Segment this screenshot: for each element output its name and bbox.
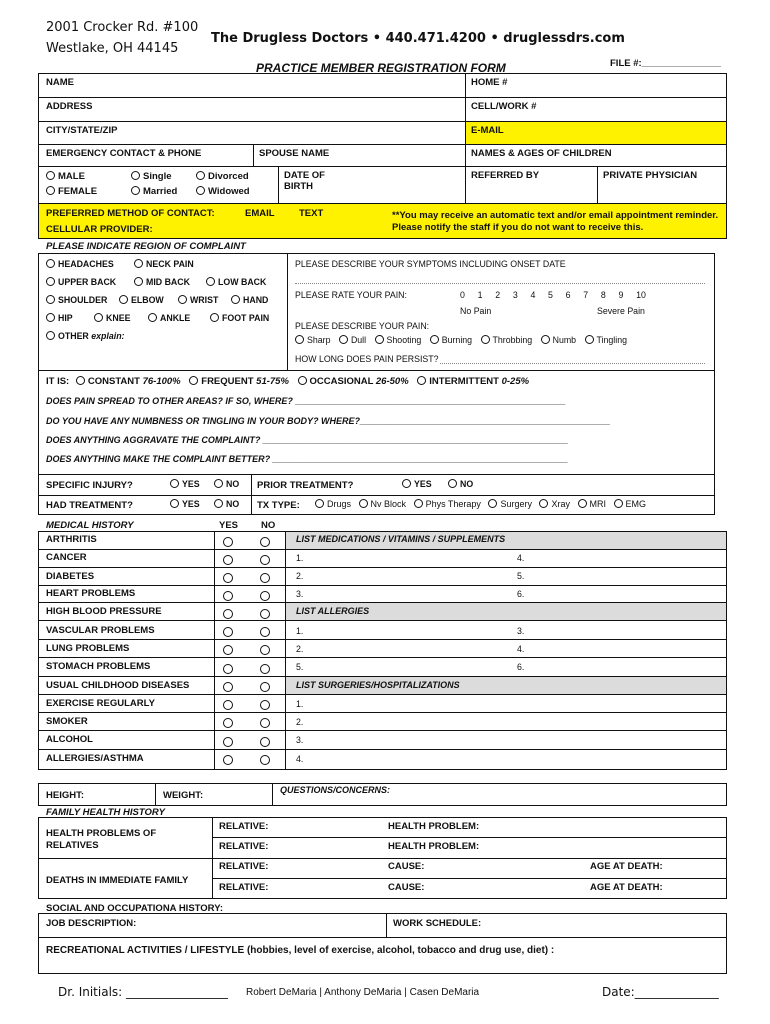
home-phone-field[interactable]: HOME # xyxy=(471,77,508,88)
childhood-no[interactable] xyxy=(260,682,270,692)
aggravate-question[interactable]: DOES ANYTHING AGGRAVATE THE COMPLAINT? _____________________________________________________________ xyxy=(46,435,569,445)
pain-tingling[interactable]: Tingling xyxy=(585,335,627,345)
contact-email-option[interactable]: EMAIL xyxy=(245,208,275,219)
medication-2[interactable]: 2. xyxy=(296,571,304,581)
recreational-activities-field[interactable]: RECREATIONAL ACTIVITIES / LIFESTYLE (hobbies, level of exercise, alcohol, tobacco and drug use, diet) : xyxy=(46,945,555,956)
radio-icon xyxy=(94,313,103,322)
allergy-1[interactable]: 1. xyxy=(296,626,304,636)
arthritis-no[interactable] xyxy=(260,537,270,547)
radio-icon xyxy=(614,499,623,508)
region-upper-back[interactable]: UPPER BACK xyxy=(46,277,116,287)
referred-by-field[interactable]: REFERRED BY xyxy=(471,170,540,181)
radio-icon xyxy=(46,277,55,286)
radio-icon xyxy=(134,259,143,268)
city-state-zip-field[interactable]: CITY/STATE/ZIP xyxy=(46,125,118,136)
pain-7[interactable]: 7 xyxy=(583,290,589,300)
allergies-title: LIST ALLERGIES xyxy=(296,606,370,616)
radio-icon xyxy=(402,479,411,488)
radio-icon xyxy=(170,479,179,488)
reminder-notice: **You may receive an automatic text and/or email appointment reminder. Please notify the staff if you do not want to receive this. xyxy=(392,210,719,233)
radio-icon xyxy=(46,313,55,322)
pain-shooting[interactable]: Shooting xyxy=(375,335,422,345)
better-question[interactable]: DOES ANYTHING MAKE THE COMPLAINT BETTER? ___________________________________________________________ xyxy=(46,454,568,464)
allergies-asthma-no[interactable] xyxy=(260,755,270,765)
tx-drugs[interactable]: Drugs xyxy=(315,499,351,509)
tx-phys-therapy[interactable]: Phys Therapy xyxy=(414,499,481,509)
health-problem-1-field[interactable]: HEALTH PROBLEM: xyxy=(388,821,480,832)
freq-frequent[interactable]: FREQUENT 51-75% xyxy=(189,376,289,387)
social-history-table xyxy=(38,913,727,974)
region-shoulder[interactable]: SHOULDER xyxy=(46,295,107,305)
tx-xray[interactable]: Xray xyxy=(539,499,570,509)
age-death-2-field[interactable]: AGE AT DEATH: xyxy=(590,882,663,893)
condition-arthritis: ARTHRITIS xyxy=(46,534,97,545)
radio-icon xyxy=(414,499,423,508)
radio-icon xyxy=(417,376,426,385)
doctors-names: Robert DeMaria | Anthony DeMaria | Casen DeMaria xyxy=(246,987,480,998)
freq-occasional[interactable]: OCCASIONAL 26-50% xyxy=(298,376,409,387)
cancer-yes[interactable] xyxy=(223,555,233,565)
radio-icon xyxy=(46,331,55,340)
region-mid-back[interactable]: MID BACK xyxy=(134,277,190,287)
condition-alcohol: ALCOHOL xyxy=(46,734,93,745)
radio-icon xyxy=(46,171,55,180)
smoker-no[interactable] xyxy=(260,718,270,728)
form-title: PRACTICE MEMBER REGISTRATION FORM xyxy=(256,61,506,75)
radio-icon xyxy=(430,335,439,344)
doctor-initials-field[interactable]: Dr. Initials: _________________ xyxy=(58,985,229,999)
medical-history-title: MEDICAL HISTORY xyxy=(46,520,134,531)
allergy-5[interactable]: 5. xyxy=(296,662,304,672)
pain-burning[interactable]: Burning xyxy=(430,335,472,345)
status-single-option[interactable]: Single xyxy=(131,171,172,182)
condition-stomach: STOMACH PROBLEMS xyxy=(46,661,151,672)
had-treatment-yes[interactable]: YES xyxy=(170,499,200,509)
relative-2-field[interactable]: RELATIVE: xyxy=(219,841,269,852)
allergy-6[interactable]: 6. xyxy=(517,662,525,672)
pain-persist-label[interactable]: HOW LONG DOES PAIN PERSIST? xyxy=(295,354,439,364)
had-treatment-label: HAD TREATMENT? xyxy=(46,500,133,511)
relative-3-field[interactable]: RELATIVE: xyxy=(219,861,269,872)
vascular-yes[interactable] xyxy=(223,627,233,637)
radio-icon xyxy=(189,376,198,385)
blood-pressure-no[interactable] xyxy=(260,609,270,619)
pain-4[interactable]: 4 xyxy=(530,290,536,300)
children-field[interactable]: NAMES & AGES OF CHILDREN xyxy=(471,148,612,159)
radio-icon xyxy=(315,499,324,508)
tx-surgery[interactable]: Surgery xyxy=(488,499,532,509)
tx-mri[interactable]: MRI xyxy=(578,499,607,509)
radio-icon xyxy=(539,499,548,508)
radio-icon xyxy=(131,171,140,180)
allergy-3[interactable]: 3. xyxy=(517,626,525,636)
clinic-address-line1: 2001 Crocker Rd. #100 xyxy=(46,20,199,35)
alcohol-yes[interactable] xyxy=(223,737,233,747)
heart-no[interactable] xyxy=(260,591,270,601)
radio-icon xyxy=(76,376,85,385)
file-number-field[interactable]: FILE #:_______________ xyxy=(610,58,721,69)
cause-1-field[interactable]: CAUSE: xyxy=(388,861,425,872)
region-elbow[interactable]: ELBOW xyxy=(119,295,164,305)
deaths-family-label: DEATHS IN IMMEDIATE FAMILY xyxy=(46,875,189,886)
job-description-field[interactable]: JOB DESCRIPTION: xyxy=(46,918,137,929)
radio-icon xyxy=(206,277,215,286)
childhood-yes[interactable] xyxy=(223,682,233,692)
lung-no[interactable] xyxy=(260,645,270,655)
no-column-header: NO xyxy=(261,520,276,531)
height-field[interactable]: HEIGHT: xyxy=(46,790,84,801)
radio-icon xyxy=(46,259,55,268)
practice-info: The Drugless Doctors • 440.471.4200 • druglessdrs.com xyxy=(211,31,625,46)
condition-allergies-asthma: ALLERGIES/ASTHMA xyxy=(46,753,144,764)
name-field[interactable]: NAME xyxy=(46,77,74,88)
arthritis-yes[interactable] xyxy=(223,537,233,547)
questions-field[interactable]: QUESTIONS/CONCERNS: xyxy=(280,785,391,795)
region-knee[interactable]: KNEE xyxy=(94,313,130,323)
pain-0[interactable]: 0 xyxy=(460,290,465,300)
health-problem-2-field[interactable]: HEALTH PROBLEM: xyxy=(388,841,480,852)
pain-3[interactable]: 3 xyxy=(512,290,518,300)
exercise-yes[interactable] xyxy=(223,700,233,710)
preferred-contact-label: PREFERRED METHOD OF CONTACT: xyxy=(46,208,215,219)
pain-2[interactable]: 2 xyxy=(495,290,501,300)
radio-icon xyxy=(119,295,128,304)
allergy-2[interactable]: 2. xyxy=(296,644,304,654)
radio-icon xyxy=(178,295,187,304)
region-hand[interactable]: HAND xyxy=(231,295,268,305)
condition-smoker: SMOKER xyxy=(46,716,88,727)
medication-4[interactable]: 4. xyxy=(517,553,525,563)
status-divorced-option[interactable]: Divorced xyxy=(196,171,249,182)
radio-icon xyxy=(298,376,307,385)
region-ankle[interactable]: ANKLE xyxy=(148,313,190,323)
region-title: PLEASE INDICATE REGION OF COMPLAINT xyxy=(46,241,246,252)
radio-icon xyxy=(196,186,205,195)
pain-type-options xyxy=(295,335,627,345)
describe-pain-label: PLEASE DESCRIBE YOUR PAIN: xyxy=(295,321,430,331)
health-problems-relatives-label: HEALTH PROBLEMS OF RELATIVES xyxy=(46,828,157,851)
vascular-no[interactable] xyxy=(260,627,270,637)
radio-icon xyxy=(448,479,457,488)
rate-pain-label: PLEASE RATE YOUR PAIN: xyxy=(295,290,407,300)
medication-3[interactable]: 3. xyxy=(296,589,304,599)
stomach-no[interactable] xyxy=(260,664,270,674)
radio-icon xyxy=(214,499,223,508)
condition-lung: LUNG PROBLEMS xyxy=(46,643,130,654)
severe-pain-label: Severe Pain xyxy=(597,306,645,316)
pain-8[interactable]: 8 xyxy=(600,290,606,300)
diabetes-no[interactable] xyxy=(260,573,270,583)
tx-type-label: TX TYPE: xyxy=(257,500,300,511)
region-headaches[interactable]: HEADACHES xyxy=(46,259,114,269)
frequency-row xyxy=(46,376,529,387)
allergies-asthma-yes[interactable] xyxy=(223,755,233,765)
radio-icon xyxy=(131,186,140,195)
gender-female-option[interactable]: FEMALE xyxy=(46,186,97,197)
heart-yes[interactable] xyxy=(223,591,233,601)
radio-icon xyxy=(148,313,157,322)
prior-treatment-label: PRIOR TREATMENT? xyxy=(257,480,354,491)
pain-throbbing[interactable]: Throbbing xyxy=(481,335,533,345)
tx-nv-block[interactable]: Nv Block xyxy=(359,499,407,509)
specific-injury-label: SPECIFIC INJURY? xyxy=(46,480,133,491)
radio-icon xyxy=(231,295,240,304)
radio-icon xyxy=(375,335,384,344)
cause-2-field[interactable]: CAUSE: xyxy=(388,882,425,893)
condition-childhood: USUAL CHILDHOOD DISEASES xyxy=(46,680,190,691)
medications-title: LIST MEDICATIONS / VITAMINS / SUPPLEMENTS xyxy=(296,534,506,544)
it-is-label: IT IS: xyxy=(46,376,70,387)
emergency-contact-field[interactable]: EMERGENCY CONTACT & PHONE xyxy=(46,148,202,159)
surgery-3[interactable]: 3. xyxy=(296,735,304,745)
smoker-yes[interactable] xyxy=(223,718,233,728)
radio-icon xyxy=(359,499,368,508)
date-of-birth-field[interactable]: DATE OF BIRTH xyxy=(284,170,325,192)
cancer-no[interactable] xyxy=(260,555,270,565)
region-hip[interactable]: HIP xyxy=(46,313,73,323)
status-married-option[interactable]: Married xyxy=(131,186,177,197)
pain-9[interactable]: 9 xyxy=(618,290,624,300)
pain-dull[interactable]: Dull xyxy=(339,335,366,345)
relative-4-field[interactable]: RELATIVE: xyxy=(219,882,269,893)
weight-field[interactable]: WEIGHT: xyxy=(163,790,204,801)
radio-icon xyxy=(214,479,223,488)
surgery-4[interactable]: 4. xyxy=(296,754,304,764)
radio-icon xyxy=(541,335,550,344)
alcohol-no[interactable] xyxy=(260,737,270,747)
contact-text-option[interactable]: TEXT xyxy=(299,208,324,219)
status-widowed-option[interactable]: Widowed xyxy=(196,186,250,197)
radio-icon xyxy=(46,295,55,304)
condition-diabetes: DIABETES xyxy=(46,571,95,582)
radio-icon xyxy=(295,335,304,344)
region-wrist[interactable]: WRIST xyxy=(178,295,218,305)
numbness-question[interactable]: DO YOU HAVE ANY NUMBNESS OR TINGLING IN YOUR BODY? WHERE?__________________________________________________ xyxy=(46,416,611,426)
surgeries-title: LIST SURGERIES/HOSPITALIZATIONS xyxy=(296,680,460,690)
age-death-1-field[interactable]: AGE AT DEATH: xyxy=(590,861,663,872)
cell-phone-field[interactable]: CELL/WORK # xyxy=(471,101,537,112)
region-other[interactable]: OTHER explain: xyxy=(46,331,125,341)
work-schedule-field[interactable]: WORK SCHEDULE: xyxy=(393,918,482,929)
spouse-name-field[interactable]: SPOUSE NAME xyxy=(259,148,330,159)
medication-6[interactable]: 6. xyxy=(517,589,525,599)
radio-icon xyxy=(170,499,179,508)
clinic-address-line2: Westlake, OH 44145 xyxy=(46,41,179,56)
private-physician-field[interactable]: PRIVATE PHYSICIAN xyxy=(603,170,698,181)
pain-sharp[interactable]: Sharp xyxy=(295,335,330,345)
specific-injury-yes[interactable]: YES xyxy=(170,479,200,489)
pain-1[interactable]: 1 xyxy=(477,290,483,300)
gender-male-option[interactable]: MALE xyxy=(46,171,85,182)
medication-5[interactable]: 5. xyxy=(517,571,525,581)
condition-exercise: EXERCISE REGULARLY xyxy=(46,698,155,709)
pain-spread-question[interactable]: DOES PAIN SPREAD TO OTHER AREAS? IF SO, WHERE? ______________________________________________________ xyxy=(46,396,566,406)
radio-icon xyxy=(578,499,587,508)
allergy-4[interactable]: 4. xyxy=(517,644,525,654)
diabetes-yes[interactable] xyxy=(223,573,233,583)
region-foot[interactable]: FOOT PAIN xyxy=(210,313,269,323)
condition-heart: HEART PROBLEMS xyxy=(46,588,136,599)
pain-5[interactable]: 5 xyxy=(548,290,553,300)
no-pain-label: No Pain xyxy=(460,306,492,316)
radio-icon xyxy=(488,499,497,508)
region-neck[interactable]: NECK PAIN xyxy=(134,259,194,269)
radio-icon xyxy=(481,335,490,344)
specific-injury-no[interactable]: NO xyxy=(214,479,239,489)
relative-1-field[interactable]: RELATIVE: xyxy=(219,821,269,832)
freq-constant[interactable]: CONSTANT 76-100% xyxy=(76,376,181,387)
yes-column-header: YES xyxy=(219,520,239,531)
family-history-title: FAMILY HEALTH HISTORY xyxy=(46,807,165,818)
surgery-2[interactable]: 2. xyxy=(296,717,304,727)
tx-emg[interactable]: EMG xyxy=(614,499,647,509)
describe-symptoms-label: PLEASE DESCRIBE YOUR SYMPTOMS INCLUDING ONSET DATE xyxy=(295,259,566,269)
radio-icon xyxy=(210,313,219,322)
radio-icon xyxy=(196,171,205,180)
cellular-provider-field[interactable]: CELLULAR PROVIDER: xyxy=(46,224,153,235)
exercise-no[interactable] xyxy=(260,700,270,710)
region-low-back[interactable]: LOW BACK xyxy=(206,277,266,287)
email-row-highlight xyxy=(465,121,726,144)
had-treatment-no[interactable]: NO xyxy=(214,499,239,509)
address-field[interactable]: ADDRESS xyxy=(46,101,93,112)
condition-blood-pressure: HIGH BLOOD PRESSURE xyxy=(46,606,162,617)
pain-6[interactable]: 6 xyxy=(565,290,571,300)
condition-cancer: CANCER xyxy=(46,552,87,563)
blood-pressure-yes[interactable] xyxy=(223,609,233,619)
email-field[interactable]: E-MAIL xyxy=(471,125,504,136)
radio-icon xyxy=(339,335,348,344)
stomach-yes[interactable] xyxy=(223,664,233,674)
medication-1[interactable]: 1. xyxy=(296,553,304,563)
surgery-1[interactable]: 1. xyxy=(296,699,304,709)
pain-numb[interactable]: Numb xyxy=(541,335,576,345)
prior-treatment-yes[interactable]: YES xyxy=(402,479,432,489)
freq-intermittent[interactable]: INTERMITTENT 0-25% xyxy=(417,376,529,387)
lung-yes[interactable] xyxy=(223,645,233,655)
pain-10[interactable]: 10 xyxy=(636,290,646,300)
prior-treatment-no[interactable]: NO xyxy=(448,479,473,489)
condition-vascular: VASCULAR PROBLEMS xyxy=(46,625,155,636)
radio-icon xyxy=(46,186,55,195)
radio-icon xyxy=(134,277,143,286)
radio-icon xyxy=(585,335,594,344)
tx-type-options xyxy=(315,499,646,509)
pain-scale[interactable] xyxy=(460,290,646,300)
social-history-title: SOCIAL AND OCCUPATIONA HISTORY: xyxy=(46,903,223,914)
date-field[interactable]: Date:______________ xyxy=(602,985,719,999)
